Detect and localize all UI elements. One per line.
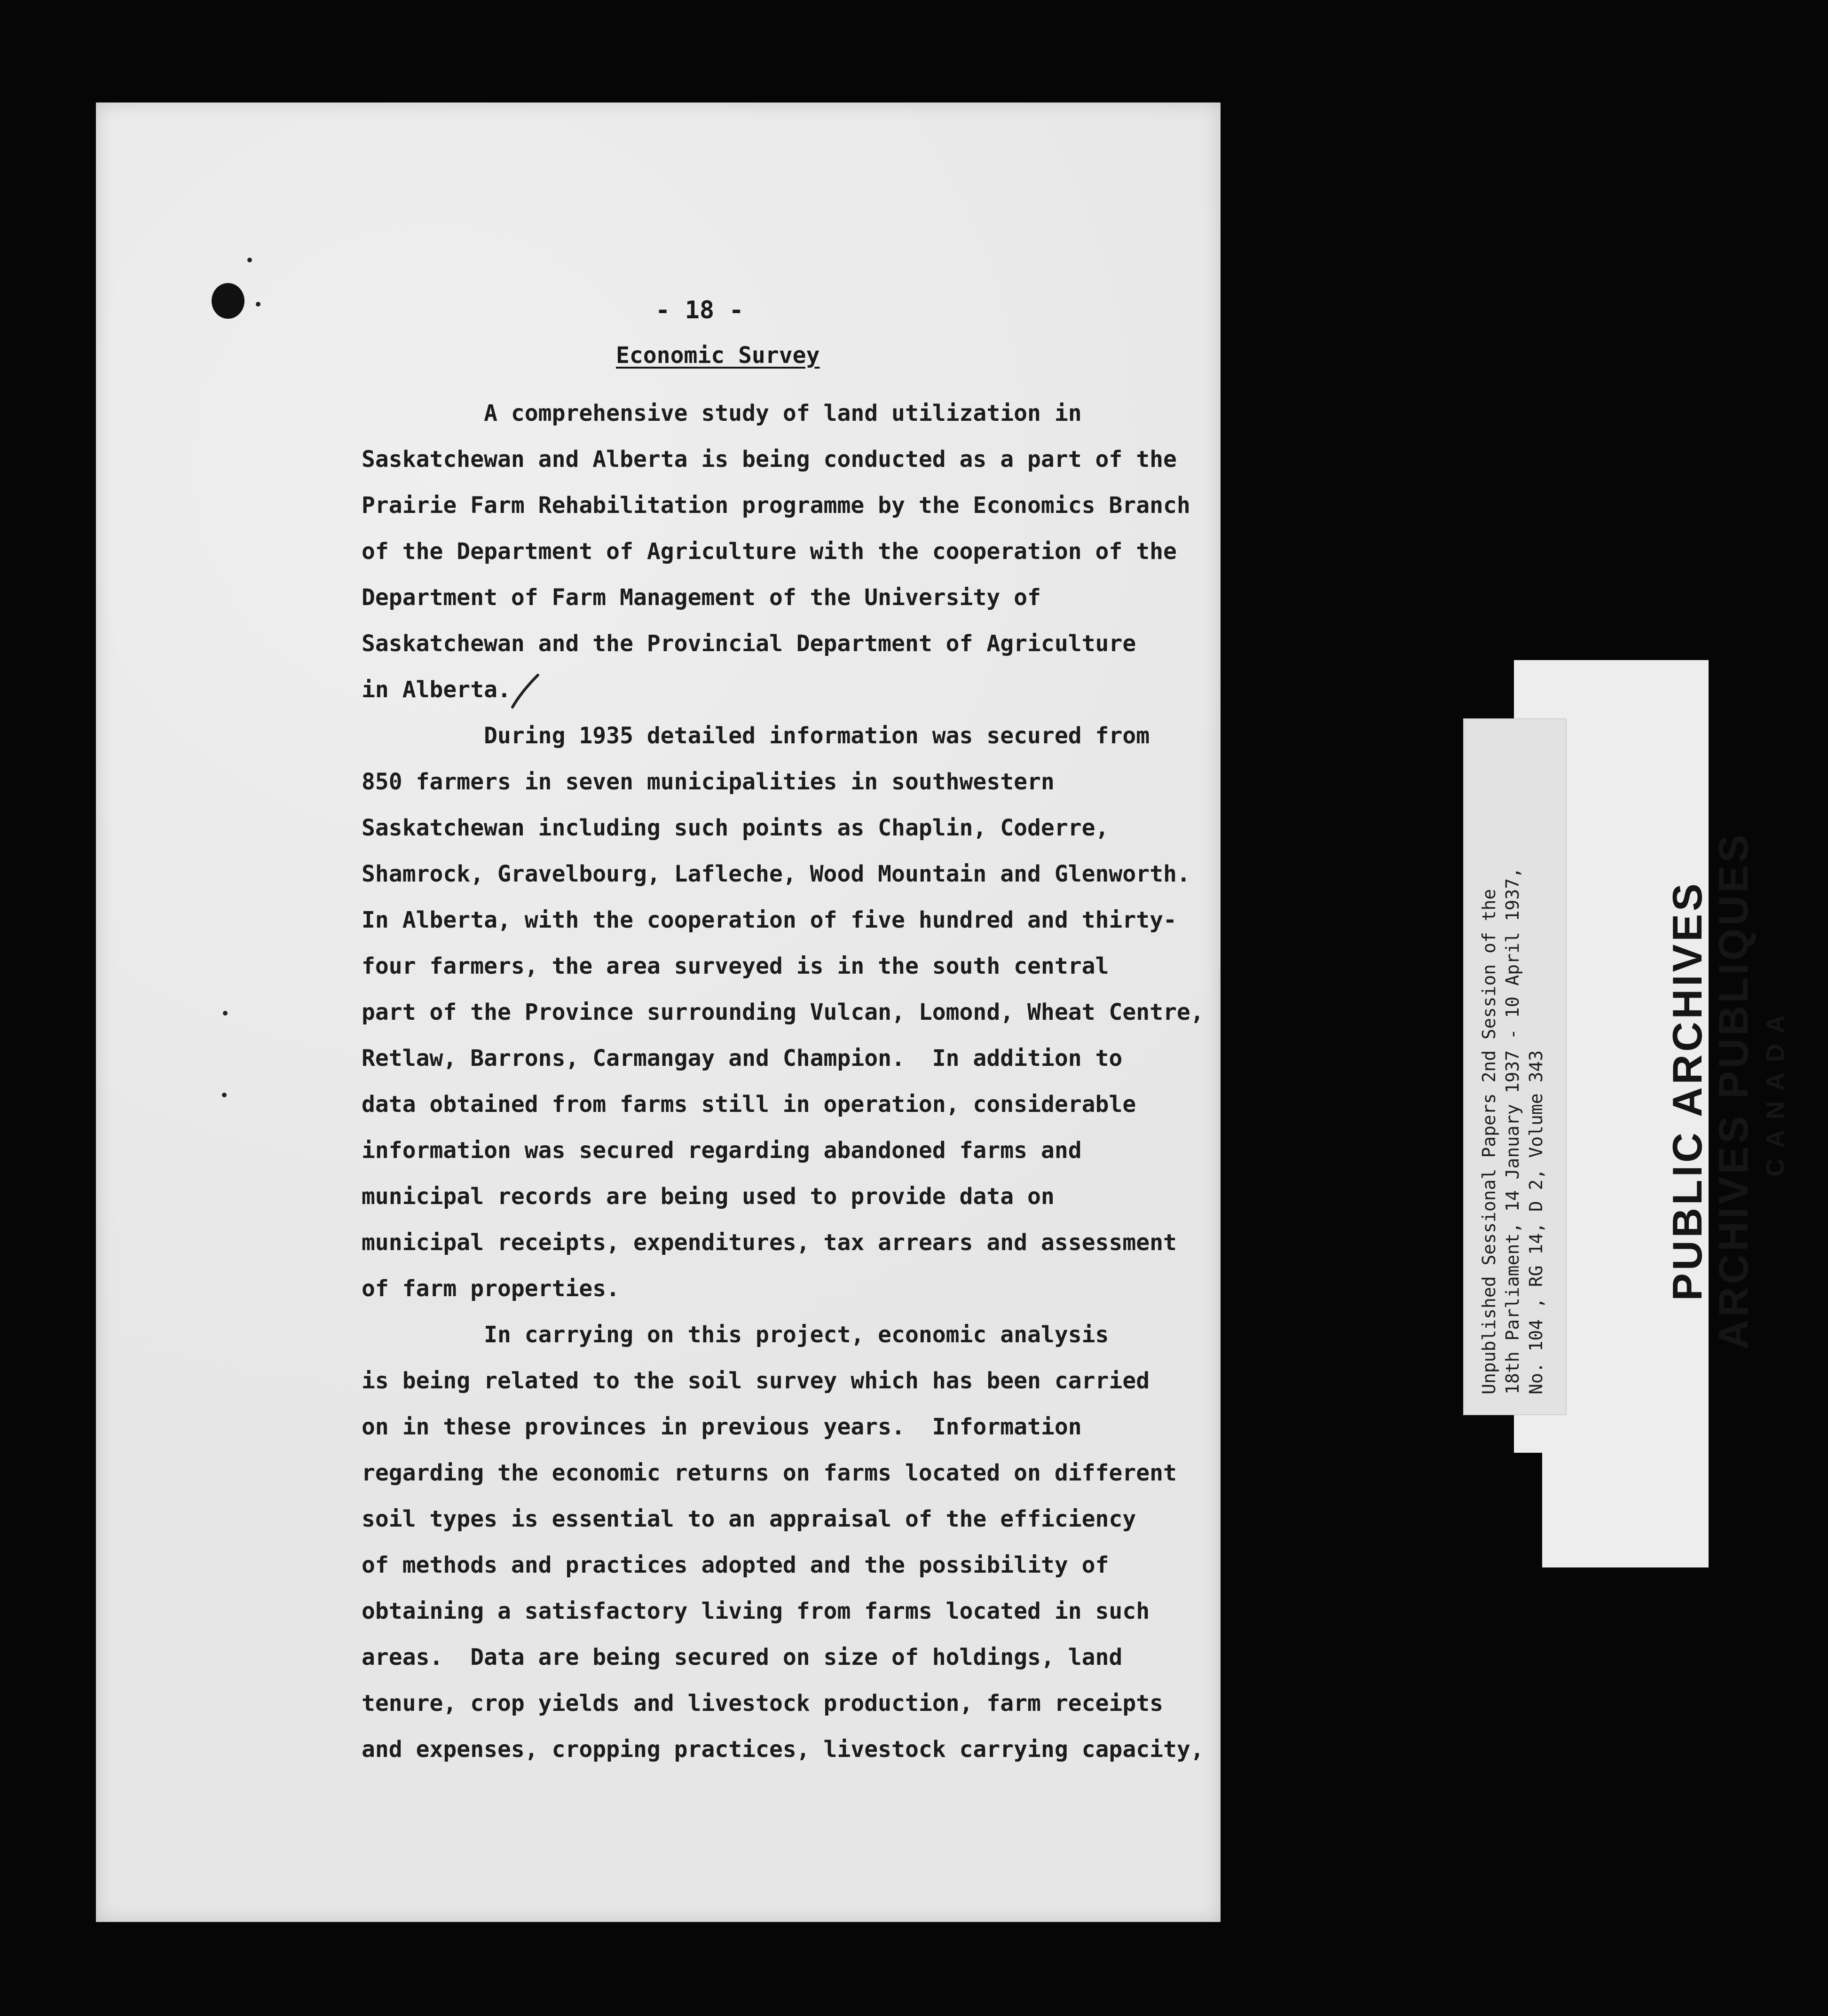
body-text: [362, 390, 1204, 1772]
text-line: on in these provinces in previous years. Information: [362, 1414, 1082, 1440]
stamp-line-english: PUBLIC ARCHIVES: [1664, 881, 1710, 1301]
text-line: and expenses, cropping practices, livestock carrying capacity,: [362, 1736, 1204, 1763]
text-line: In carrying on this project, economic analysis: [362, 1322, 1109, 1348]
text-line: Retlaw, Barrons, Carmangay and Champion. In addition to: [362, 1045, 1123, 1071]
text-line: data obtained from farms still in operation, considerable: [362, 1091, 1136, 1118]
paper-speck: [256, 302, 260, 307]
text-line: tenure, crop yields and livestock production, farm receipts: [362, 1690, 1164, 1717]
stamp-line-country: CANADA: [1761, 1005, 1789, 1177]
paper-speck: [223, 1011, 228, 1016]
text-line: is being related to the soil survey which has been carried: [362, 1368, 1150, 1394]
text-line: municipal records are being used to provide data on: [362, 1183, 1055, 1210]
slip-line: Unpublished Sessional Papers 2nd Session of the: [1479, 889, 1499, 1394]
text-line: regarding the economic returns on farms located on different: [362, 1460, 1177, 1486]
text-line: Saskatchewan and Alberta is being conducted as a part of the: [362, 446, 1177, 472]
text-line: information was secured regarding abandoned farms and: [362, 1137, 1082, 1164]
typewritten-page: [96, 102, 1221, 1922]
handwritten-check-mark: [505, 672, 547, 710]
text-line: Saskatchewan and the Provincial Department of Agriculture: [362, 630, 1136, 657]
stamp-line-french: ARCHIVES PUBLIQUES: [1710, 832, 1757, 1350]
text-line: In Alberta, with the cooperation of five hundred and thirty-: [362, 907, 1177, 933]
text-line: soil types is essential to an appraisal of the efficiency: [362, 1506, 1136, 1532]
text-line: part of the Province surrounding Vulcan, Lomond, Wheat Centre,: [362, 999, 1204, 1025]
page-heading: Economic Survey: [616, 342, 820, 369]
paper-speck: [222, 1093, 227, 1097]
text-line: A comprehensive study of land utilization in: [362, 400, 1082, 426]
text-line: Saskatchewan including such points as Chaplin, Coderre,: [362, 815, 1109, 841]
slip-line: 18th Parliament, 14 January 1937 - 10 April 1937,: [1502, 867, 1523, 1394]
text-line: During 1935 detailed information was secured from: [362, 723, 1150, 749]
archive-tab-notch: [1514, 1453, 1542, 1570]
text-line: Shamrock, Gravelbourg, Lafleche, Wood Mountain and Glenworth.: [362, 861, 1190, 887]
text-line: obtaining a satisfactory living from farms located in such: [362, 1598, 1150, 1624]
text-line: in Alberta.: [362, 677, 511, 703]
text-line: areas. Data are being secured on size of holdings, land: [362, 1644, 1123, 1670]
archive-reference-text: [1477, 727, 1548, 1394]
text-line: Department of Farm Management of the University of: [362, 584, 1041, 611]
page-number: - 18 -: [655, 296, 744, 324]
text-line: municipal receipts, expenditures, tax arrears and assessment: [362, 1229, 1177, 1256]
archive-stamp: [1664, 827, 1794, 1354]
paper-speck: [247, 258, 252, 262]
text-line: of methods and practices adopted and the possibility of: [362, 1552, 1109, 1578]
text-line: Prairie Farm Rehabilitation programme by the Economics Branch: [362, 492, 1190, 519]
text-line: four farmers, the area surveyed is in the south central: [362, 953, 1109, 979]
slip-line: No. 104 , RG 14, D 2, Volume 343: [1526, 1050, 1546, 1394]
text-line: 850 farmers in seven municipalities in southwestern: [362, 769, 1055, 795]
punch-hole: [212, 283, 244, 319]
text-line: of farm properties.: [362, 1276, 620, 1302]
text-line: of the Department of Agriculture with the cooperation of the: [362, 538, 1177, 565]
